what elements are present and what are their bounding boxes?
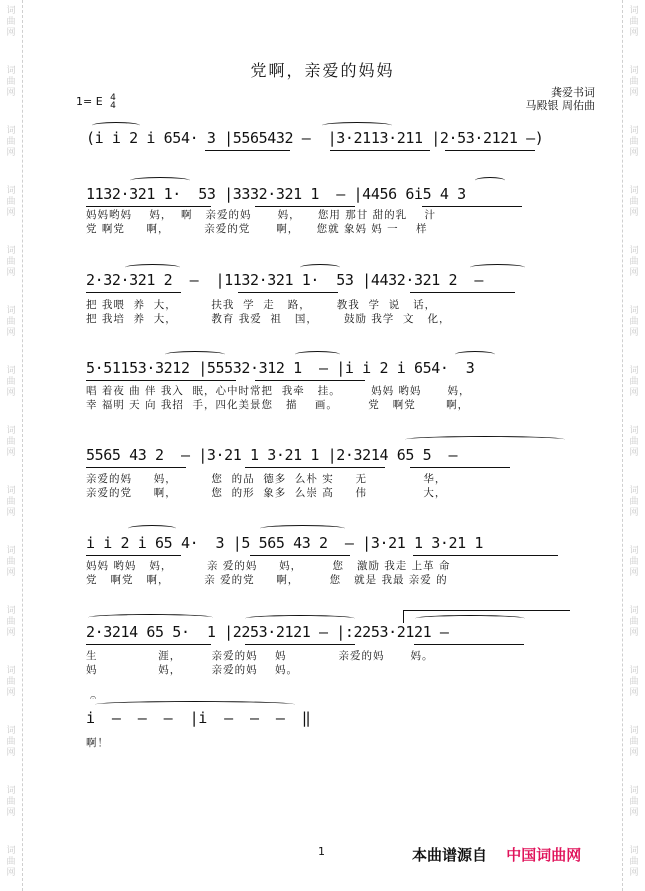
watermark-text: 词 曲 网 — [6, 726, 16, 758]
lyric-line-2: 妈 妈， 亲爱的妈 妈。 — [86, 664, 298, 676]
slur — [92, 122, 140, 129]
lyric-line-2: 亲爱的党 啊， 您 的形 象多 么崇 高 伟 大， — [86, 487, 447, 499]
time-bottom: 4 — [110, 101, 116, 111]
beam — [245, 644, 355, 645]
lyric-line-1: 生 涯， 亲爱的妈 妈 亲爱的妈 妈。 — [86, 650, 434, 662]
watermark-text: 词 曲 网 — [6, 606, 16, 638]
fermata-icon: 𝄐 — [90, 691, 97, 704]
key-signature — [76, 94, 116, 110]
watermark-text: 词 曲 网 — [6, 366, 16, 398]
watermark-text: 词 曲 网 — [6, 426, 16, 458]
beam — [238, 292, 338, 293]
watermark-text: 词 曲 网 — [629, 6, 639, 38]
left-watermark-strip — [0, 0, 23, 891]
watermark-text: 词 曲 网 — [6, 546, 16, 578]
beam — [255, 380, 365, 381]
slur — [405, 436, 565, 443]
composer-credit: 马殿银 周佑曲 — [525, 99, 595, 112]
watermark-text: 词 曲 网 — [6, 486, 16, 518]
notes-line: (i i 2 i 654· 3 |5565432 — |3·2113·211 |2·53·2121 —) — [86, 129, 544, 147]
notes-line: 5565 43 2 — |3·21 1 3·21 1 |2·3214 65 5 — — [86, 446, 458, 464]
notes-line: 2·3214 65 5· 1 |2253·2121 — |:2253·2121 — — [86, 623, 449, 641]
beam — [86, 292, 181, 293]
beam — [422, 206, 522, 207]
watermark-text: 词 曲 网 — [6, 306, 16, 338]
watermark-text: 词 曲 网 — [629, 846, 639, 878]
watermark-text: 词 曲 网 — [6, 666, 16, 698]
notes-line: i i 2 i 65 4· 3 |5 565 43 2 — |3·21 1 3·21 1 — [86, 534, 484, 552]
source-brand: 中国词曲网 — [506, 846, 582, 864]
watermark-text: 词 曲 网 — [629, 66, 639, 98]
slur — [128, 525, 176, 532]
watermark-text: 词 曲 网 — [629, 606, 639, 638]
slur — [470, 264, 525, 271]
lyric-line-2: 党 啊党 啊， 亲 爱的党 啊， 您 就是 我最 亲爱 的 — [86, 574, 448, 586]
watermark-text: 词 曲 网 — [629, 186, 639, 218]
slur — [88, 614, 213, 621]
slur — [455, 351, 495, 358]
lyric-line-1: 啊！ — [86, 737, 109, 749]
lyric-line-2: 幸 福明 天 向 我招 手，四化美景您 描 画。 党 啊党 啊， — [86, 399, 470, 411]
right-watermark-strip — [622, 0, 645, 891]
watermark-text: 词 曲 网 — [6, 246, 16, 278]
source-prefix: 本曲谱源自 — [412, 846, 488, 864]
watermark-text: 词 曲 网 — [629, 546, 639, 578]
lyric-line-1: 唱 着夜 曲 伴 我入 眠，心中时常把 我牵 挂。 妈妈 哟妈 妈， — [86, 385, 471, 397]
slur — [415, 615, 525, 622]
beam — [86, 206, 211, 207]
slur — [125, 264, 180, 271]
beam — [330, 150, 430, 151]
beam — [255, 206, 355, 207]
beam — [413, 555, 558, 556]
slur — [475, 177, 505, 184]
watermark-text: 词 曲 网 — [629, 246, 639, 278]
beam — [205, 150, 290, 151]
slur — [295, 351, 340, 358]
watermark-text: 词 曲 网 — [629, 666, 639, 698]
watermark-text: 词 曲 网 — [629, 486, 639, 518]
notes-line: 1132·321 1· 53 |3332·321 1 — |4456 6i5 4 3 — [86, 185, 466, 203]
notes-line: 5·51153·3212 |55532·312 1 — |i i 2 i 654· 3 — [86, 359, 475, 377]
watermark-text: 词 曲 网 — [629, 366, 639, 398]
beam — [86, 644, 211, 645]
time-top: 4 — [110, 93, 116, 103]
lyricist-credit: 龚爱书词 — [551, 86, 595, 99]
watermark-text: 词 曲 网 — [6, 846, 16, 878]
beam — [86, 467, 186, 468]
beam — [250, 555, 350, 556]
song-title: 党啊，亲爱的妈妈 — [250, 61, 395, 80]
time-signature — [110, 94, 116, 110]
notes-line: 2·32·321 2 — |1132·321 1· 53 |4432·321 2 — — [86, 271, 484, 289]
lyric-line-2: 把 我培 养 大， 教育 我爱 祖 国， 鼓励 我学 文 化， — [86, 313, 451, 325]
slur — [260, 525, 345, 532]
lyric-line-1: 把 我喂 养 大， 扶我 学 走 路， 教我 学 说 话， — [86, 299, 437, 311]
key-label: 1= E — [76, 95, 103, 108]
slur — [130, 177, 190, 184]
watermark-text: 词 曲 网 — [6, 6, 16, 38]
watermark-text: 词 曲 网 — [629, 426, 639, 458]
watermark-text: 词 曲 网 — [629, 726, 639, 758]
slur — [245, 615, 355, 622]
slur — [165, 351, 225, 358]
slur — [322, 122, 392, 129]
beam — [410, 292, 515, 293]
source-footer — [412, 844, 581, 865]
watermark-text: 词 曲 网 — [6, 126, 16, 158]
beam — [86, 555, 181, 556]
watermark-text: 词 曲 网 — [629, 126, 639, 158]
beam — [414, 644, 524, 645]
watermark-text: 词 曲 网 — [6, 786, 16, 818]
beam — [410, 467, 510, 468]
beam — [86, 380, 236, 381]
watermark-text: 词 曲 网 — [6, 186, 16, 218]
lyric-line-1: 妈妈 哟妈 妈， 亲 爱的妈 妈， 您 激励 我走 上革 命 — [86, 560, 451, 572]
lyric-line-2: 党 啊党 啊， 亲爱的党 啊， 您就 象妈 妈 一 样 — [86, 223, 428, 235]
lyric-line-1: 妈妈哟妈 妈， 啊 亲爱的妈 妈， 您用 那甘 甜的乳 汁 — [86, 209, 436, 221]
slur — [300, 264, 340, 271]
watermark-text: 词 曲 网 — [629, 786, 639, 818]
beam — [245, 467, 385, 468]
page-number: 1 — [318, 845, 325, 858]
notes-line: i — — — |i — — — ‖ — [86, 709, 311, 727]
watermark-text: 词 曲 网 — [629, 306, 639, 338]
beam — [445, 150, 535, 151]
lyric-line-1: 亲爱的妈 妈， 您 的品 德多 么朴 实 无 华， — [86, 473, 447, 485]
watermark-text: 词 曲 网 — [6, 66, 16, 98]
credits — [526, 86, 596, 112]
